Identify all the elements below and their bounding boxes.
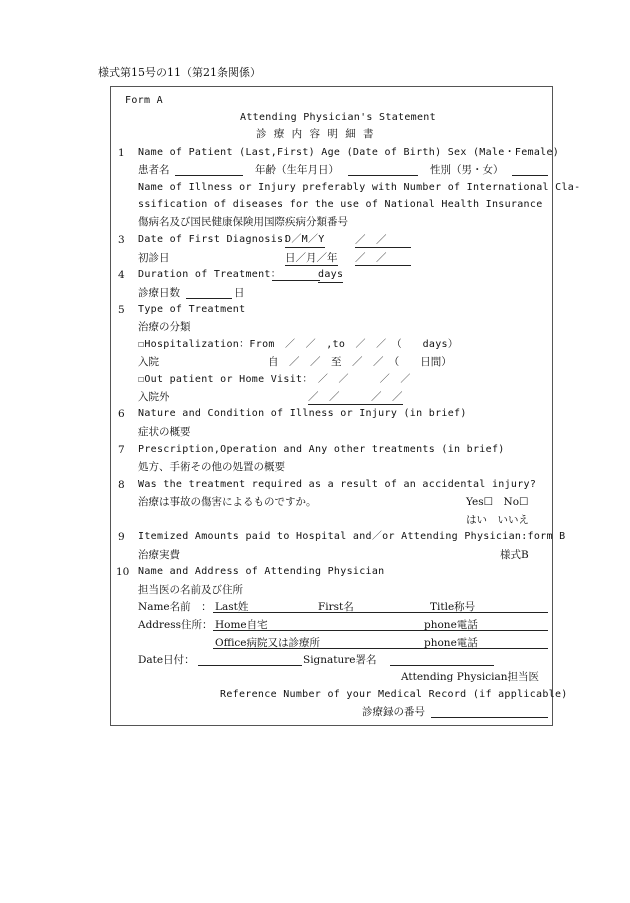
s1-illness-en2: ssification of diseases for the use of National Health Insurance — [138, 199, 543, 210]
s4-jp-line[interactable] — [186, 298, 232, 299]
s8-num: 8 — [118, 479, 125, 491]
s10-attending: Attending Physician担当医 — [401, 671, 539, 683]
s3-jp-format: 日／月／年 — [285, 252, 338, 264]
s3-en-slashes[interactable]: ／ ／ — [355, 233, 411, 248]
s3-jp-slashes[interactable]: ／ ／ — [355, 251, 411, 266]
s6-num: 6 — [118, 408, 125, 420]
s4-jp-unit: 日 — [234, 287, 245, 299]
s10-reference-en: Reference Number of your Medical Record (if applicable) — [220, 689, 568, 700]
s8-yes-no-jp: はい いいえ — [466, 514, 529, 526]
s9-jp: 治療実費 — [138, 549, 180, 561]
s1-jp-age: 年齢（生年月日） — [255, 164, 339, 176]
s10-home: Home自宅 — [215, 619, 268, 631]
s5-hosp-jp-label: 入院 — [138, 356, 159, 368]
s10-num: 10 — [116, 566, 130, 578]
s8-en: Was the treatment required as a result of an accidental injury? — [138, 479, 537, 490]
s6-en: Nature and Condition of Illness or Injury (in brief) — [138, 408, 467, 419]
s7-en: Prescription,Operation and Any other treatments (in brief) — [138, 444, 505, 455]
form-number: 様式第15号の11（第21条関係） — [98, 66, 261, 79]
s5-hosp-jp-range: 自 ／ ／ 至 ／ ／ （ 日間） — [268, 356, 452, 368]
s7-jp: 処方、手術その他の処置の概要 — [138, 461, 285, 473]
s5-outpatient-en[interactable]: ☐Out patient or Home Visit： ／ ／ ／ ／ — [138, 374, 411, 385]
s10-jp: 担当医の名前及び住所 — [138, 584, 243, 596]
s3-jp: 初診日 — [138, 252, 170, 264]
s10-date-label: Date日付： — [138, 654, 195, 666]
s1-jp-sex: 性別（男・女） — [430, 164, 504, 176]
s8-jp: 治療は事故の傷害によるものですか。 — [138, 496, 317, 508]
title-jp: 診 療 内 容 明 細 書 — [256, 128, 376, 140]
s10-name-label: Name名前 ： — [138, 601, 212, 613]
s1-num: 1 — [118, 147, 125, 159]
s5-num: 5 — [118, 304, 125, 316]
s10-name-line[interactable] — [213, 612, 548, 613]
s1-sex-line[interactable] — [512, 175, 548, 176]
s9-jp-form: 様式B — [500, 549, 529, 561]
s10-reference-line[interactable] — [431, 717, 548, 718]
s10-phone2: phone電話 — [424, 637, 478, 649]
s1-name-line[interactable] — [175, 175, 243, 176]
s10-last: Last姓 — [215, 601, 249, 613]
s4-duration-line[interactable] — [272, 280, 320, 281]
s1-illness-jp: 傷病名及び国民健康保険用国際疾病分類番号 — [138, 216, 348, 228]
s4-en: Duration of Treatment： — [138, 269, 282, 280]
s10-reference-jp: 診療録の番号 — [362, 706, 425, 718]
s10-title: Title称号 — [430, 601, 476, 613]
s5-en: Type of Treatment — [138, 304, 246, 315]
s10-signature-line[interactable] — [390, 665, 494, 666]
s5-out-jp-slashes[interactable]: ／ ／ ／ ／ — [308, 391, 403, 403]
s1-age-line[interactable] — [348, 175, 418, 176]
s7-num: 7 — [118, 444, 125, 456]
s9-en: Itemized Amounts paid to Hospital and／or Attending Physician:form B — [138, 531, 566, 542]
s10-en: Name and Address of Attending Physician — [138, 566, 385, 577]
s3-num: 3 — [118, 234, 125, 246]
s5-jp: 治療の分類 — [138, 321, 191, 333]
s1-jp-name: 患者名 — [138, 164, 170, 176]
s4-days: days — [318, 268, 343, 283]
form-label: Form A — [125, 95, 163, 106]
title-en: Attending Physician's Statement — [240, 112, 436, 123]
s3-en: Date of First Diagnosis： — [138, 234, 294, 245]
s10-signature: Signature署名 — [303, 654, 377, 666]
s9-num: 9 — [118, 531, 125, 543]
s4-num: 4 — [118, 269, 125, 281]
s10-first: First名 — [318, 601, 354, 613]
s3-en-format: D／M／Y — [285, 233, 325, 248]
s1-illness-en1: Name of Illness or Injury preferably with Number of International Cla- — [138, 182, 581, 193]
s10-address-label: Address住所： — [138, 619, 213, 631]
s5-out-jp-label: 入院外 — [138, 391, 170, 403]
s5-hospitalization-en[interactable]: ☐Hospitalization：From ／ ／ ,to ／ ／ （ days） — [138, 339, 459, 350]
s8-yes-no-checkboxes[interactable]: Yes☐ No☐ — [466, 496, 529, 508]
s10-phone1: phone電話 — [424, 619, 478, 631]
s1-en: Name of Patient (Last,First) Age (Date of Birth) Sex (Male・Female) — [138, 147, 560, 158]
s10-date-line[interactable] — [198, 665, 302, 666]
s10-office: Office病院又は診療所 — [215, 637, 321, 649]
s4-jp: 診療日数 — [138, 287, 180, 299]
s6-jp: 症状の概要 — [138, 426, 191, 438]
